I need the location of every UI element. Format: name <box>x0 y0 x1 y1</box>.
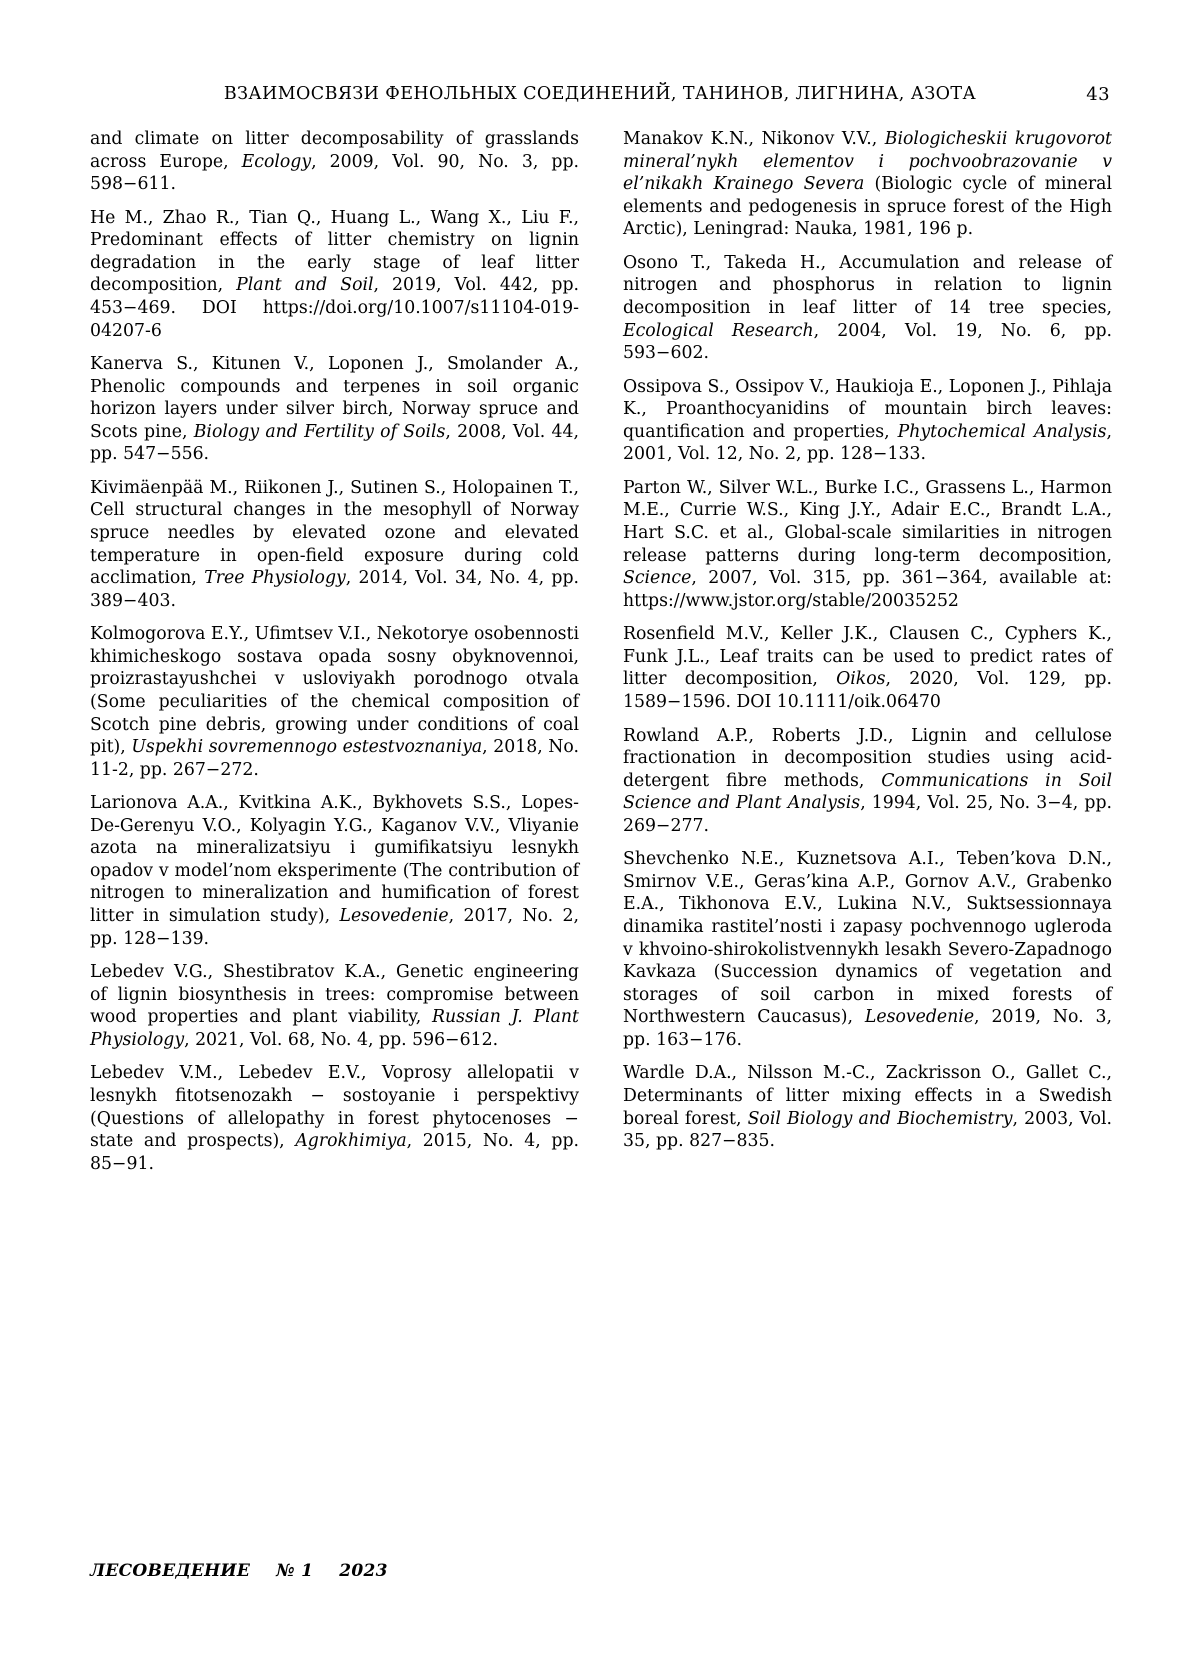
reference-text: , 2008, Vol. 44, pp. 547−556. <box>90 421 579 465</box>
reference-text: , 2003, Vol. 35, pp. 827−835. <box>623 1108 1112 1152</box>
footer-year: 2023 <box>339 1561 388 1581</box>
reference-source-title: Agrokhimiya <box>295 1131 407 1152</box>
reference-columns <box>90 128 1112 1175</box>
reference-text: Lebedev V.M., Lebedev E.V., Voprosy allelopatii v lesnykh fitotsenozakh − sostoyanie i perspektivy (Questions of allelopathy in forest phytocenoses − state and prospects), <box>90 1063 579 1152</box>
reference-entry <box>90 1062 579 1175</box>
reference-text: Kivimäenpää M., Riikonen J., Sutinen S., Holopainen T., Cell structural changes in the mesophyll of Norway spruce needles by elevated ozone and elevated temperature in open-field exposure during cold acclimation, <box>90 477 579 589</box>
reference-text: Kolmogorova E.Y., Ufimtsev V.I., Nekotorye osobennosti khimicheskogo sostava opada sosny obyknovennoi, proizrastayushchei v usloviyakh porodnogo otvala (Some peculiarities of the chemical composition of Scotch pine debris, growing under conditions of coal pit), <box>90 624 579 758</box>
reference-source-title: Ecology <box>241 151 312 172</box>
reference-entry <box>623 1062 1112 1152</box>
reference-entry <box>90 792 579 950</box>
reference-text: Ossipova S., Ossipov V., Haukioja E., Loponen J., Pihlaja K., Proanthocyanidins of mountain birch leaves: quantification and properties, <box>623 376 1112 442</box>
reference-text: , 2014, Vol. 34, No. 4, pp. 389−403. <box>90 568 580 611</box>
reference-entry <box>623 848 1112 1051</box>
reference-text: Rosenfield M.V., Keller J.K., Clausen C., Cyphers K., Funk J.L., Leaf traits can be used to predict rates of litter decomposition, <box>623 624 1112 690</box>
page-number: 43 <box>1086 84 1110 105</box>
reference-text: , 2018, No. 11-2, pp. 267−272. <box>90 737 579 780</box>
reference-entry <box>90 961 579 1051</box>
reference-source-title: Phytochemical Analysis <box>897 421 1107 442</box>
reference-source-title: Biology and Fertility of Soils <box>193 421 446 442</box>
reference-text: (Biologic cycle of mineral elements and pedogenesis in spruce forest of the High Arctic), Leningrad: Nauka, 1981, 196 p. <box>623 174 1112 240</box>
reference-text: Shevchenko N.E., Kuznetsova A.I., Teben’kova D.N., Smirnov V.E., Geras’kina A.P., Gornov A.V., Grabenko E.A., Tikhonova E.V., Lukina N.V., Suktsessionnaya dinamika rastitel’nosti i zapasy pochvennogo ugleroda v khvoino-shirokolistvennykh lesakh Severo-Zapadnogo Kavkaza (Succession dynamics of vegetation and storages of soil carbon in mixed forests of Northwestern Caucasus), <box>623 849 1112 1028</box>
reference-entry <box>623 252 1112 365</box>
reference-text: , 2001, Vol. 12, No. 2, pp. 128−133. <box>623 421 1112 465</box>
reference-text: , 2015, No. 4, pp. 85−91. <box>90 1131 580 1174</box>
reference-source-title: Soil Biology and Biochemistry <box>747 1108 1013 1129</box>
reference-source-title: Science <box>623 568 692 589</box>
reference-source-title: Communications in Soil Science and Plant Analysis <box>623 770 1112 814</box>
left-column <box>90 128 579 1175</box>
reference-text: Rowland A.P., Roberts J.D., Lignin and cellulose fractionation in decomposition studies using acid-detergent fibre methods, <box>623 725 1112 791</box>
reference-source-title: Lesovedenie <box>864 1007 975 1028</box>
reference-source-title: Lesovedenie <box>339 906 449 926</box>
reference-text: Larionova A.A., Kvitkina A.K., Bykhovets S.S., Lopes-De-Gerenyu V.O., Kolyagin Y.G., Kaganov V.V., Vliyanie azota na mineralizatsiyu i gumifikatsiyu lesnykh opadov v model’nom eksperimente (The contribution of nitrogen to mineralization and humification of forest litter in simulation study), <box>90 793 579 926</box>
reference-entry <box>623 376 1112 466</box>
footer-journal-name: ЛЕСОВЕДЕНИЕ <box>90 1561 251 1581</box>
reference-entry <box>623 128 1112 241</box>
reference-text: , 2019, No. 3, pp. 163−176. <box>623 1007 1112 1050</box>
reference-text: He M., Zhao R., Tian Q., Huang L., Wang X., Liu F., Predominant effects of litter chemistry on lignin degradation in the early stage of leaf litter decomposition, <box>90 207 579 296</box>
reference-text: , 2009, Vol. 90, No. 3, pp. 598−611. <box>90 151 580 195</box>
running-head <box>90 84 1110 104</box>
reference-source-title: Ecological Research <box>623 320 814 341</box>
reference-source-title: Tree Physiology <box>204 568 346 589</box>
reference-source-title: Uspekhi sovremennogo estestvoznaniya <box>131 737 483 758</box>
reference-text: Wardle D.A., Nilsson M.-C., Zackrisson O., Gallet C., Determinants of litter mixing effects in a Swedish boreal forest, <box>623 1063 1112 1129</box>
reference-entry <box>90 623 579 781</box>
reference-text: , 2019, Vol. 442, pp. 453−469. DOI https://doi.org/10.1007/s11104-019-04207-6 <box>90 275 579 341</box>
right-column <box>623 128 1112 1175</box>
reference-source-title: Russian J. Plant Physiology <box>90 1007 580 1050</box>
reference-text: , 2004, Vol. 19, No. 6, pp. 593−602. <box>623 320 1112 364</box>
reference-text: Lebedev V.G., Shestibratov K.A., Genetic engineering of lignin biosynthesis in trees: compromise between wood properties and plant viability, <box>90 962 579 1028</box>
reference-text: , 2007, Vol. 315, pp. 361−364, available at: https://www.jstor.org/stable/20035252 <box>623 568 1112 611</box>
reference-text: , 2021, Vol. 68, No. 4, pp. 596−612. <box>184 1029 499 1050</box>
reference-source-title: Biologicheskii krugovorot mineral’nykh elementov i pochvoobrazovanie v el’nikakh Krainego Severa <box>623 129 1112 195</box>
reference-text: Osono T., Takeda H., Accumulation and release of nitrogen and phosphorus in relation to lignin decomposition in leaf litter of 14 tree species, <box>623 252 1112 318</box>
page-footer <box>90 1561 388 1581</box>
reference-text: , 2017, No. 2, pp. 128−139. <box>90 906 579 949</box>
reference-entry <box>90 353 579 466</box>
reference-source-title: Plant and Soil <box>236 275 374 296</box>
reference-text: and climate on litter decomposability of grasslands across Europe, <box>90 129 579 172</box>
reference-entry <box>90 128 579 196</box>
reference-entry <box>90 207 579 342</box>
reference-text: Manakov K.N., Nikonov V.V., <box>623 129 885 149</box>
reference-entry <box>623 725 1112 838</box>
reference-text: , 2020, Vol. 129, pp. 1589−1596. DOI 10.1111/oik.06470 <box>623 669 1112 712</box>
reference-entry <box>90 477 579 612</box>
reference-entry <box>623 477 1112 612</box>
running-head-title: ВЗАИМОСВЯЗИ ФЕНОЛЬНЫХ СОЕДИНЕНИЙ, ТАНИНОВ, ЛИГНИНА, АЗОТА <box>223 84 977 104</box>
reference-text: Kanerva S., Kitunen V., Loponen J., Smolander A., Phenolic compounds and terpenes in soil organic horizon layers under silver birch, Norway spruce and Scots pine, <box>90 354 579 442</box>
reference-text: Parton W., Silver W.L., Burke I.C., Grassens L., Harmon M.E., Currie W.S., King J.Y., Adair E.C., Brandt L.A., Hart S.C. et al., Global-scale similarities in nitrogen release patterns during long-term decomposition, <box>623 477 1112 566</box>
reference-text: , 1994, Vol. 25, No. 3−4, pp. 269−277. <box>623 793 1112 836</box>
reference-entry <box>623 623 1112 713</box>
reference-source-title: Oikos <box>836 669 886 690</box>
footer-issue: № 1 <box>276 1561 314 1581</box>
